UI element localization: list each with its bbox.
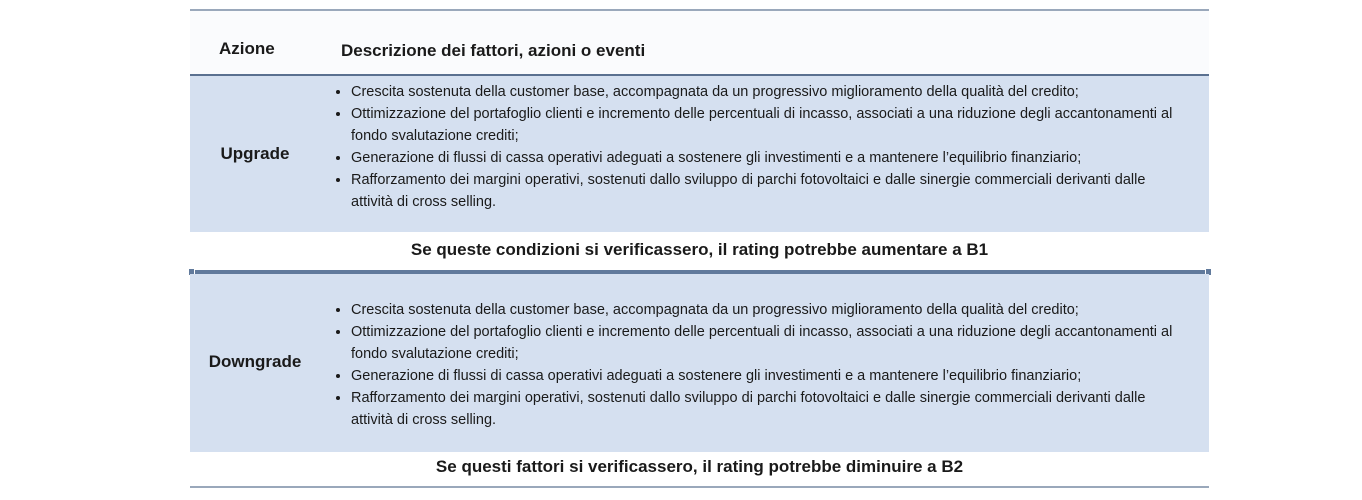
downgrade-row [190,274,1209,452]
table-header-row [190,11,1209,74]
list-item: • Rafforzamento dei margini operativi, sostenuti dallo sviluppo di parchi fotovoltaici e dalle sinergie commerciali derivanti dalle attività di cross selling. [351,169,1181,213]
list-item: • Rafforzamento dei margini operativi, sostenuti dallo sviluppo di parchi fotovoltaici e dalle sinergie commerciali derivanti dalle attività di cross selling. [351,387,1181,431]
upgrade-label: Upgrade [220,144,290,163]
list-item: • Generazione di flussi di cassa operativi adeguati a sostenere gli investimenti e a mantenere l’equilibrio finanziario; [351,147,1181,169]
rating-scenario-table [190,9,1209,488]
upgrade-row [190,76,1209,232]
list-item: • Crescita sostenuta della customer base, accompagnata da un progressivo miglioramento della qualità del credito; [351,81,1181,103]
header-action: Azione [219,39,275,58]
downgrade-label: Downgrade [208,352,302,371]
downgrade-conclusion: Se questi fattori si verificassero, il rating potrebbe diminuire a B2 [190,452,1209,486]
list-item: • Generazione di flussi di cassa operativi adeguati a sostenere gli investimenti e a mantenere l’equilibrio finanziario; [351,365,1181,387]
list-item: • Ottimizzazione del portafoglio clienti e incremento delle percentuali di incasso, associati a una riduzione degli accantonamenti al fondo svalutazione crediti; [351,103,1181,147]
table-bottom-rule [190,486,1209,488]
header-description: Descrizione dei fattori, azioni o eventi [341,41,646,60]
downgrade-factor-list [330,299,1181,431]
list-item: • Ottimizzazione del portafoglio clienti e incremento delle percentuali di incasso, associati a una riduzione degli accantonamenti al fondo svalutazione crediti; [351,321,1181,365]
upgrade-conclusion: Se queste condizioni si verificassero, il rating potrebbe aumentare a B1 [190,232,1209,270]
upgrade-factor-list [330,81,1181,213]
list-item: • Crescita sostenuta della customer base, accompagnata da un progressivo miglioramento della qualità del credito; [351,299,1181,321]
